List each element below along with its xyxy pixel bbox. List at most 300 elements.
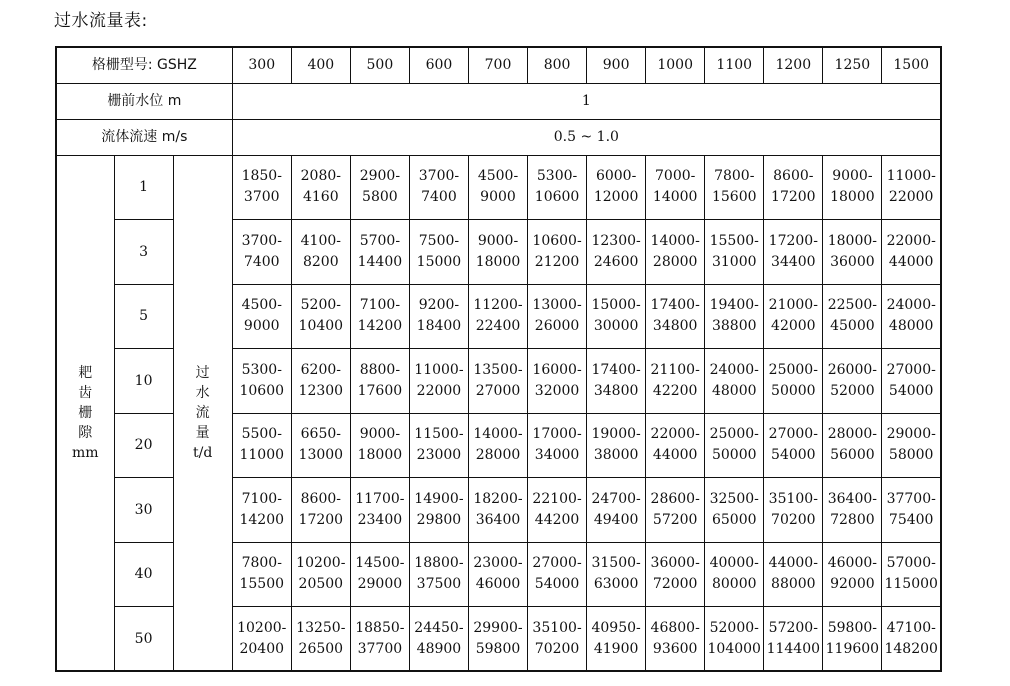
gap-value: 20: [114, 413, 173, 478]
flow-range-max: 37500: [416, 576, 462, 593]
flow-range-cell: [823, 413, 882, 478]
flow-range-max: 29000: [357, 576, 403, 593]
flow-range-cell: [409, 155, 468, 220]
flow-range-cell: [528, 542, 587, 607]
flow-range-cell: [646, 284, 705, 349]
flow-range-cell: [646, 542, 705, 607]
flow-range-cell: [468, 413, 527, 478]
flow-range-min: 13000-: [532, 297, 582, 314]
flow-range-min: 25000-: [709, 426, 759, 443]
flow-range-min: 27000-: [768, 426, 818, 443]
flow-range-min: 8600-: [773, 168, 814, 185]
flow-range-min: 23000-: [473, 555, 523, 572]
flow-range-cell: [232, 607, 291, 672]
flow-range-max: 119600: [825, 640, 880, 657]
model-cell: 500: [350, 47, 409, 83]
flow-range-cell: [409, 478, 468, 543]
flow-range-min: 9000-: [359, 426, 401, 443]
flow-range-min: 15000-: [591, 297, 641, 314]
flow-range-max: 92000: [830, 576, 875, 593]
gap-value: 40: [114, 542, 173, 607]
flow-range-cell: [705, 284, 764, 349]
water-level-row: [56, 83, 941, 119]
flow-range-max: 21200: [534, 253, 580, 270]
flow-range-max: 38800: [711, 318, 757, 335]
model-cell: 700: [468, 47, 527, 83]
flow-range-cell: [291, 349, 350, 414]
flow-range-cell: [350, 155, 409, 220]
flow-label-char: t/d: [193, 444, 213, 461]
flow-range-min: 11500-: [414, 426, 464, 443]
model-label: 格栅型号: GSHZ: [56, 47, 232, 83]
flow-range-max: 115000: [884, 576, 938, 593]
flow-range-min: 11000-: [414, 361, 464, 378]
flow-range-max: 104000: [707, 640, 761, 657]
flow-range-min: 7100-: [359, 297, 401, 314]
flow-range-cell: [291, 607, 350, 672]
flow-range-min: 3700-: [241, 232, 282, 249]
flow-range-max: 9000: [480, 189, 516, 206]
flow-range-min: 24000-: [709, 361, 759, 378]
flow-range-min: 46000-: [827, 555, 878, 572]
flow-range-max: 37700: [357, 640, 403, 657]
flow-range-max: 88000: [771, 576, 816, 593]
flow-range-max: 4160: [302, 189, 339, 206]
flow-range-min: 8600-: [300, 490, 341, 507]
model-cell: 400: [291, 47, 350, 83]
flow-range-cell: [291, 542, 350, 607]
flow-range-cell: [409, 220, 468, 285]
flow-range-max: 23000: [416, 447, 462, 464]
flow-speed-label: 流体流速 m/s: [56, 119, 232, 155]
gap-label-char: 隙: [78, 424, 93, 441]
flow-range-cell: [882, 284, 941, 349]
flow-range-max: 44200: [534, 511, 580, 528]
flow-range-cell: [882, 478, 941, 543]
flow-range-max: 54000: [888, 382, 934, 399]
flow-range-max: 10600: [239, 382, 285, 399]
flow-range-max: 15600: [711, 189, 757, 206]
flow-range-cell: [232, 155, 291, 220]
flow-range-cell: [232, 349, 291, 414]
gap-value: 3: [114, 220, 173, 285]
flow-range-cell: [409, 542, 468, 607]
flow-range-cell: [528, 607, 587, 672]
flow-range-cell: [646, 413, 705, 478]
flow-range-max: 28000: [652, 253, 698, 270]
flow-range-min: 6650-: [300, 426, 341, 443]
flow-range-max: 58000: [888, 447, 934, 464]
flow-range-min: 24000-: [886, 297, 936, 314]
flow-range-max: 11000: [239, 447, 285, 464]
flow-range-max: 54000: [771, 447, 816, 464]
flow-range-max: 57200: [652, 511, 698, 528]
flow-range-min: 26000-: [827, 361, 878, 378]
flow-range-min: 31500-: [591, 555, 641, 572]
flow-range-cell: [882, 349, 941, 414]
flow-range-cell: [705, 607, 764, 672]
flow-range-min: 10600-: [532, 232, 582, 249]
flow-range-cell: [587, 349, 646, 414]
flow-range-cell: [764, 220, 823, 285]
flow-range-min: 28000-: [827, 426, 878, 443]
flow-range-cell: [882, 220, 941, 285]
flow-range-cell: [350, 542, 409, 607]
flow-range-max: 42200: [652, 382, 698, 399]
flow-range-max: 28000: [475, 447, 521, 464]
flow-range-min: 9000-: [477, 232, 519, 249]
flow-range-cell: [232, 413, 291, 478]
gap-value: 5: [114, 284, 173, 349]
flow-range-max: 36000: [830, 253, 875, 270]
flow-range-max: 5800: [362, 189, 398, 206]
flow-range-min: 7800-: [241, 555, 282, 572]
flow-range-min: 10200-: [237, 619, 287, 636]
flow-range-max: 13000: [298, 447, 344, 464]
model-cell: 300: [232, 47, 291, 83]
flow-range-cell: [350, 607, 409, 672]
flow-range-cell: [823, 220, 882, 285]
flow-range-min: 46800-: [650, 619, 700, 636]
flow-range-max: 45000: [830, 318, 875, 335]
flow-range-cell: [291, 220, 350, 285]
flow-range-cell: [468, 284, 527, 349]
flow-range-max: 49400: [593, 511, 639, 528]
flow-range-max: 18000: [830, 189, 875, 206]
flow-range-max: 26500: [298, 640, 344, 657]
flow-range-min: 1850-: [241, 168, 282, 185]
flow-range-min: 5700-: [359, 232, 401, 249]
flow-range-cell: [350, 478, 409, 543]
flow-range-cell: [468, 478, 527, 543]
flow-range-max: 56000: [830, 447, 875, 464]
flow-range-min: 5500-: [241, 426, 282, 443]
flow-range-min: 19400-: [709, 297, 759, 314]
flow-range-cell: [764, 155, 823, 220]
flow-range-cell: [705, 220, 764, 285]
flow-range-min: 32500-: [709, 490, 759, 507]
flow-range-min: 18200-: [473, 490, 523, 507]
model-cell: 600: [409, 47, 468, 83]
flow-range-max: 42000: [771, 318, 816, 335]
flow-range-cell: [705, 155, 764, 220]
gap-label-char: mm: [72, 444, 99, 461]
flow-range-cell: [764, 413, 823, 478]
flow-range-max: 14200: [357, 318, 403, 335]
flow-range-min: 4500-: [477, 168, 519, 185]
flow-range-min: 44000-: [768, 555, 818, 572]
flow-range-min: 17200-: [768, 232, 818, 249]
flow-range-min: 16000-: [532, 361, 582, 378]
flow-range-cell: [468, 542, 527, 607]
flow-range-min: 35100-: [532, 619, 582, 636]
flow-range-min: 24450-: [414, 619, 464, 636]
flow-range-max: 12000: [593, 189, 639, 206]
flow-range-cell: [646, 478, 705, 543]
flow-range-max: 23400: [357, 511, 403, 528]
flow-range-min: 18000-: [827, 232, 878, 249]
flow-range-min: 37700-: [886, 490, 936, 507]
flow-range-min: 36400-: [827, 490, 878, 507]
flow-range-max: 17200: [771, 189, 816, 206]
flow-range-max: 70200: [771, 511, 816, 528]
gap-label-char: 齿: [78, 384, 93, 401]
flow-range-min: 11700-: [355, 490, 405, 507]
flow-range-max: 29800: [416, 511, 462, 528]
flow-range-max: 75400: [888, 511, 934, 528]
flow-range-min: 17000-: [532, 426, 582, 443]
flow-range-min: 4100-: [300, 232, 341, 249]
flow-range-min: 24700-: [591, 490, 641, 507]
flow-range-min: 59800-: [827, 619, 878, 636]
flow-range-cell: [823, 155, 882, 220]
flow-range-cell: [882, 607, 941, 672]
flow-range-max: 14200: [239, 511, 285, 528]
flow-range-min: 29000-: [886, 426, 936, 443]
flow-range-max: 3700: [243, 189, 280, 206]
flow-range-max: 34800: [652, 318, 698, 335]
flow-range-max: 18400: [416, 318, 462, 335]
gap-value: 30: [114, 478, 173, 543]
flow-range-min: 19000-: [591, 426, 641, 443]
flow-range-min: 25000-: [768, 361, 818, 378]
flow-range-max: 15000: [416, 253, 462, 270]
flow-range-min: 5300-: [241, 361, 282, 378]
flow-range-min: 14500-: [355, 555, 405, 572]
flow-range-max: 114400: [766, 640, 821, 657]
flow-range-min: 22100-: [532, 490, 582, 507]
flow-range-max: 65000: [711, 511, 757, 528]
flow-range-min: 2080-: [300, 168, 341, 185]
flow-range-cell: [528, 478, 587, 543]
flow-range-cell: [409, 413, 468, 478]
flow-range-cell: [528, 349, 587, 414]
flow-range-max: 48900: [416, 640, 462, 657]
model-cell: 800: [528, 47, 587, 83]
flow-range-cell: [823, 542, 882, 607]
flow-range-min: 52000-: [709, 619, 759, 636]
model-cell: 1500: [882, 47, 941, 83]
flow-range-max: 80000: [711, 576, 757, 593]
document-title: 过水流量表:: [54, 11, 148, 31]
flow-range-max: 14400: [357, 253, 403, 270]
model-cell: 900: [587, 47, 646, 83]
flow-range-cell: [764, 478, 823, 543]
flow-label-char: 过: [195, 364, 210, 381]
gap-row: [56, 155, 941, 220]
flow-range-cell: [764, 542, 823, 607]
flow-range-max: 22000: [416, 382, 462, 399]
flow-range-cell: [587, 413, 646, 478]
gap-value: 1: [114, 155, 173, 220]
flow-range-cell: [882, 542, 941, 607]
flow-range-cell: [468, 607, 527, 672]
flow-range-max: 27000: [475, 382, 521, 399]
flow-range-cell: [705, 478, 764, 543]
flow-range-cell: [646, 220, 705, 285]
gap-label-char: 栅: [78, 404, 93, 421]
model-cell: 1000: [646, 47, 705, 83]
flow-label-char: 量: [195, 424, 210, 441]
flow-range-cell: [764, 607, 823, 672]
flow-label-char: 水: [195, 384, 210, 401]
flow-range-cell: [291, 478, 350, 543]
flow-range-cell: [528, 413, 587, 478]
flow-range-max: 17200: [298, 511, 344, 528]
flow-range-cell: [587, 542, 646, 607]
flow-range-cell: [232, 284, 291, 349]
flow-range-min: 7100-: [241, 490, 282, 507]
flow-range-cell: [409, 349, 468, 414]
flow-range-cell: [409, 284, 468, 349]
flow-range-min: 47100-: [886, 619, 936, 636]
flow-range-max: 26000: [534, 318, 580, 335]
gap-label-char: 耙: [78, 364, 93, 381]
flow-range-cell: [764, 284, 823, 349]
flow-range-max: 70200: [534, 640, 580, 657]
model-cell: 1250: [823, 47, 882, 83]
flow-range-min: 57200-: [768, 619, 818, 636]
flow-range-min: 8800-: [359, 361, 401, 378]
flow-range-min: 6000-: [595, 168, 637, 185]
flow-rate-table: [55, 46, 942, 672]
flow-range-min: 10200-: [296, 555, 346, 572]
flow-range-max: 50000: [711, 447, 757, 464]
flow-range-min: 22000-: [650, 426, 700, 443]
flow-range-max: 38000: [593, 447, 639, 464]
flow-range-cell: [587, 155, 646, 220]
flow-range-cell: [823, 284, 882, 349]
flow-range-max: 12300: [298, 382, 344, 399]
water-level-label: 栅前水位 m: [56, 83, 232, 119]
flow-range-min: 22500-: [827, 297, 878, 314]
flow-range-cell: [350, 220, 409, 285]
flow-range-cell: [646, 349, 705, 414]
flow-range-cell: [350, 349, 409, 414]
flow-range-max: 52000: [830, 382, 875, 399]
flow-range-cell: [764, 349, 823, 414]
flow-range-min: 11200-: [473, 297, 523, 314]
flow-range-min: 21000-: [768, 297, 818, 314]
flow-range-min: 14000-: [473, 426, 523, 443]
flow-range-max: 18000: [475, 253, 521, 270]
flow-range-cell: [587, 607, 646, 672]
flow-range-min: 14000-: [650, 232, 700, 249]
flow-range-min: 4500-: [241, 297, 282, 314]
flow-range-max: 17600: [357, 382, 403, 399]
flow-range-max: 22400: [475, 318, 521, 335]
flow-range-max: 31000: [711, 253, 757, 270]
gap-value: 50: [114, 607, 173, 672]
flow-range-min: 40000-: [709, 555, 759, 572]
flow-range-cell: [823, 478, 882, 543]
flow-range-cell: [350, 413, 409, 478]
flow-range-min: 21100-: [650, 361, 700, 378]
flow-range-cell: [587, 284, 646, 349]
flow-range-max: 20400: [239, 640, 285, 657]
flow-range-min: 2900-: [359, 168, 401, 185]
flow-range-min: 12300-: [591, 232, 641, 249]
flow-range-min: 11000-: [886, 168, 936, 185]
flow-range-cell: [646, 607, 705, 672]
model-cell: 1200: [764, 47, 823, 83]
flow-range-min: 17400-: [650, 297, 700, 314]
flow-range-min: 5200-: [300, 297, 341, 314]
flow-range-cell: [882, 155, 941, 220]
flow-range-cell: [291, 284, 350, 349]
flow-range-max: 44000: [652, 447, 698, 464]
flow-range-min: 27000-: [886, 361, 936, 378]
flow-range-max: 14000: [652, 189, 698, 206]
flow-range-max: 34400: [771, 253, 816, 270]
flow-range-cell: [468, 220, 527, 285]
model-cell: 1100: [705, 47, 764, 83]
flow-range-max: 41900: [593, 640, 639, 657]
flow-range-max: 34800: [593, 382, 639, 399]
flow-range-cell: [468, 349, 527, 414]
flow-range-max: 93600: [652, 640, 698, 657]
flow-range-max: 22000: [888, 189, 934, 206]
flow-range-min: 27000-: [532, 555, 582, 572]
flow-range-min: 13250-: [296, 619, 346, 636]
flow-range-min: 28600-: [650, 490, 700, 507]
flow-range-max: 54000: [534, 576, 580, 593]
flow-range-max: 24600: [593, 253, 639, 270]
flow-range-min: 7000-: [655, 168, 696, 185]
flow-range-min: 3700-: [418, 168, 460, 185]
flow-range-min: 7800-: [714, 168, 755, 185]
flow-range-min: 5300-: [536, 168, 578, 185]
flow-range-min: 35100-: [768, 490, 818, 507]
flow-range-max: 10400: [298, 318, 344, 335]
flow-range-cell: [350, 284, 409, 349]
flow-speed-value: 0.5 ~ 1.0: [232, 119, 941, 155]
flow-range-cell: [528, 155, 587, 220]
flow-range-min: 15500-: [709, 232, 759, 249]
flow-range-max: 48000: [888, 318, 934, 335]
flow-range-max: 48000: [711, 382, 757, 399]
flow-range-cell: [882, 413, 941, 478]
flow-range-min: 18800-: [414, 555, 464, 572]
flow-range-cell: [291, 155, 350, 220]
flow-range-cell: [646, 155, 705, 220]
flow-range-cell: [705, 349, 764, 414]
flow-range-max: 10600: [534, 189, 580, 206]
flow-range-max: 9000: [243, 318, 280, 335]
flow-range-min: 14900-: [414, 490, 464, 507]
flow-range-cell: [232, 478, 291, 543]
flow-range-cell: [232, 542, 291, 607]
flow-range-cell: [587, 220, 646, 285]
flow-label-char: 流: [195, 404, 210, 421]
flow-range-max: 7400: [421, 189, 457, 206]
flow-range-cell: [705, 413, 764, 478]
flow-range-max: 72800: [830, 511, 875, 528]
flow-range-max: 32000: [534, 382, 580, 399]
flow-range-min: 36000-: [650, 555, 700, 572]
flow-range-min: 17400-: [591, 361, 641, 378]
flow-range-cell: [823, 349, 882, 414]
flow-range-max: 7400: [243, 253, 280, 270]
flow-range-max: 50000: [771, 382, 816, 399]
flow-range-cell: [528, 220, 587, 285]
flow-range-max: 8200: [302, 253, 339, 270]
flow-range-max: 34000: [534, 447, 580, 464]
gap-value: 10: [114, 349, 173, 414]
flow-range-cell: [232, 220, 291, 285]
flow-range-max: 44000: [888, 253, 934, 270]
flow-range-cell: [587, 478, 646, 543]
